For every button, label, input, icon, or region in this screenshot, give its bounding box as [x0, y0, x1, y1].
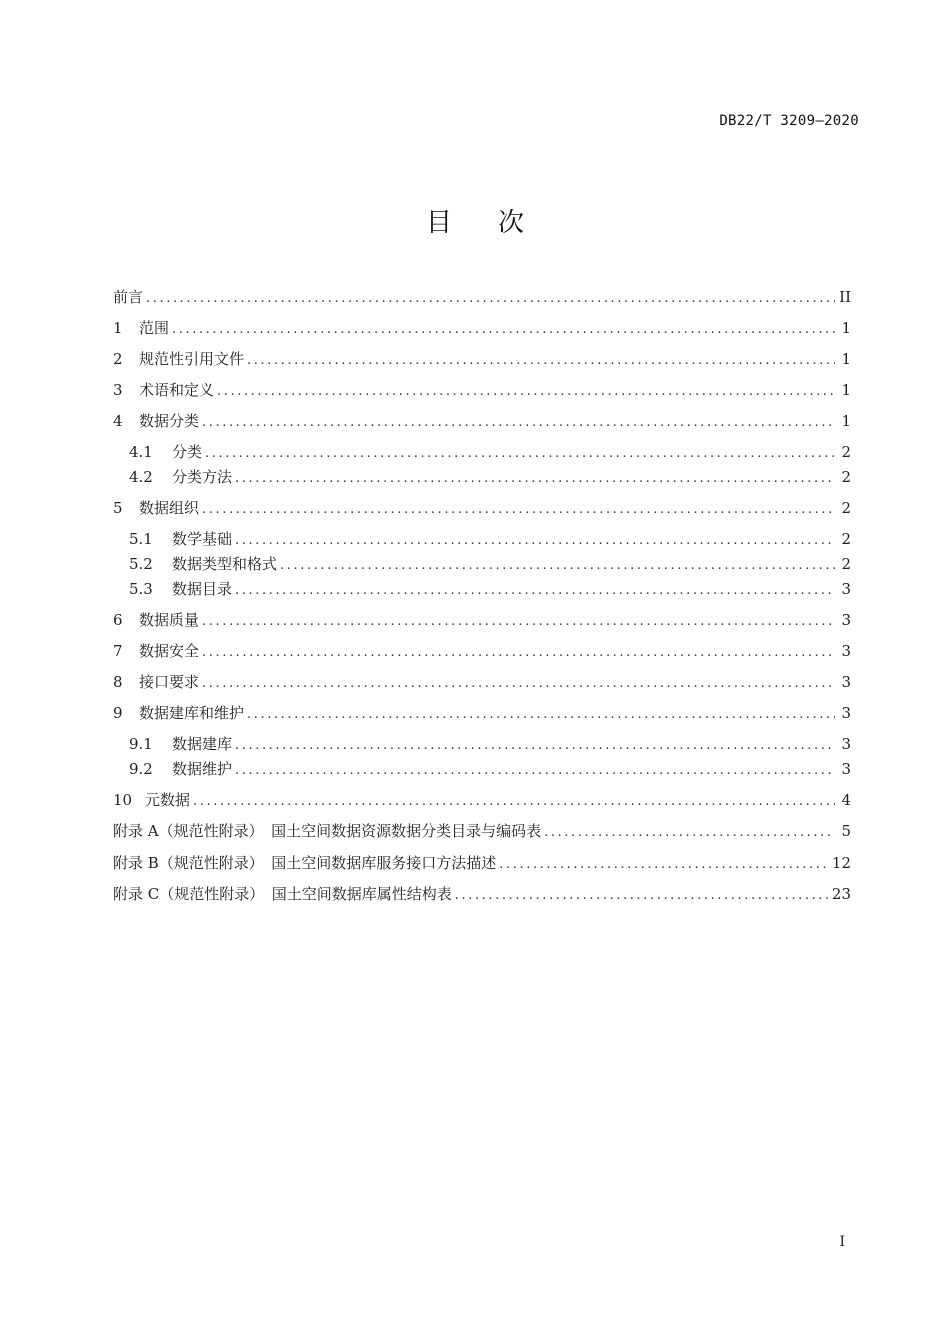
toc-entry[interactable] — [113, 609, 851, 631]
toc-entry-label: 数据类型和格式 — [172, 555, 278, 573]
toc-leader-dots — [205, 443, 835, 465]
toc-entry[interactable] — [113, 348, 851, 370]
toc-entry[interactable] — [113, 410, 851, 432]
toc-entry-label: 数学基础 — [172, 530, 233, 548]
toc-entry[interactable] — [113, 671, 851, 693]
toc-entry-label: 附录 C（规范性附录） 国土空间数据库属性结构表 — [113, 885, 452, 903]
toc-entry-page: 3 — [841, 642, 851, 660]
toc-entry[interactable] — [113, 317, 851, 339]
toc-entry-page: 2 — [841, 468, 851, 486]
toc-leader-dots — [247, 350, 835, 372]
toc-entry-page: 1 — [841, 412, 851, 430]
toc-entry-number: 4.1 — [129, 443, 153, 461]
toc-entry-label: 术语和定义 — [139, 381, 215, 399]
toc-entry-label: 范围 — [139, 319, 170, 337]
toc-leader-dots — [235, 580, 835, 602]
toc-entry-number: 4 — [113, 412, 123, 430]
toc-entry-label: 分类 — [172, 443, 203, 461]
toc-leader-dots — [235, 530, 835, 552]
toc-entry-page: 12 — [831, 854, 851, 872]
toc-entry-page: 3 — [841, 673, 851, 691]
toc-entry-label: 数据组织 — [139, 499, 200, 517]
toc-entry-label: 数据建库和维护 — [139, 704, 245, 722]
toc-entry-label: 附录 A（规范性附录） 国土空间数据资源数据分类目录与编码表 — [113, 822, 542, 840]
standard-code: DB22/T 3209—2020 — [719, 113, 859, 129]
toc-entry-number: 8 — [113, 673, 123, 691]
toc-leader-dots — [193, 791, 835, 813]
toc-leader-dots — [235, 735, 835, 757]
toc-entry[interactable] — [113, 883, 851, 905]
toc-leader-dots — [146, 288, 835, 310]
toc-entry-page: II — [839, 288, 851, 306]
toc-leader-dots — [202, 412, 835, 434]
toc-entry-page: 2 — [841, 443, 851, 461]
toc-entry-number: 6 — [113, 611, 123, 629]
toc-entry-page: 1 — [841, 381, 851, 399]
toc-entry-page: 3 — [841, 704, 851, 722]
toc-entry-label: 数据维护 — [172, 760, 233, 778]
toc-leader-dots — [235, 760, 835, 782]
toc-entry[interactable] — [113, 789, 851, 811]
toc-entry-page: 2 — [841, 530, 851, 548]
toc-entry-number: 3 — [113, 381, 123, 399]
toc-entry-label: 数据质量 — [139, 611, 200, 629]
toc-entry-number: 10 — [113, 791, 133, 809]
toc-entry[interactable] — [113, 286, 851, 308]
toc-leader-dots — [455, 885, 828, 907]
page-title: 目次 — [425, 208, 570, 238]
toc-leader-dots — [280, 555, 835, 577]
toc-entry-page: 3 — [841, 580, 851, 598]
table-of-contents — [113, 0, 851, 1344]
toc-entry[interactable] — [113, 578, 851, 600]
toc-leader-dots — [247, 704, 835, 726]
toc-entry-page: 23 — [831, 885, 851, 903]
toc-entry-number: 9.1 — [129, 735, 153, 753]
toc-leader-dots — [544, 822, 835, 844]
toc-entry-page: 3 — [841, 760, 851, 778]
page-number: I — [839, 1234, 845, 1250]
toc-entry-number: 5 — [113, 499, 123, 517]
toc-entry[interactable] — [113, 441, 851, 463]
toc-entry[interactable] — [113, 497, 851, 519]
toc-entry-number: 5.1 — [129, 530, 153, 548]
toc-entry[interactable] — [113, 553, 851, 575]
toc-entry-page: 2 — [841, 555, 851, 573]
toc-entry[interactable] — [113, 758, 851, 780]
toc-entry-page: 1 — [841, 350, 851, 368]
toc-entry-page: 1 — [841, 319, 851, 337]
toc-entry-number: 9 — [113, 704, 123, 722]
toc-entry-label: 元数据 — [145, 791, 191, 809]
toc-entry-number: 5.2 — [129, 555, 153, 573]
toc-entry-page: 3 — [841, 611, 851, 629]
toc-entry[interactable] — [113, 640, 851, 662]
toc-entry-number: 2 — [113, 350, 123, 368]
toc-entry[interactable] — [113, 466, 851, 488]
toc-entry[interactable] — [113, 733, 851, 755]
toc-leader-dots — [202, 611, 835, 633]
toc-entry-number: 5.3 — [129, 580, 153, 598]
toc-entry-number: 7 — [113, 642, 123, 660]
toc-entry-number: 9.2 — [129, 760, 153, 778]
toc-entry-label: 数据建库 — [172, 735, 233, 753]
toc-entry[interactable] — [113, 702, 851, 724]
toc-leader-dots — [202, 642, 835, 664]
toc-entry-label: 附录 B（规范性附录） 国土空间数据库服务接口方法描述 — [113, 854, 497, 872]
toc-entry-label: 数据目录 — [172, 580, 233, 598]
toc-leader-dots — [172, 319, 835, 341]
toc-entry-page: 5 — [841, 822, 851, 840]
toc-leader-dots — [499, 854, 828, 876]
toc-entry[interactable] — [113, 820, 851, 842]
toc-leader-dots — [202, 673, 835, 695]
toc-entry-page: 4 — [841, 791, 851, 809]
toc-leader-dots — [217, 381, 835, 403]
toc-leader-dots — [202, 499, 835, 521]
toc-entry-page: 2 — [841, 499, 851, 517]
toc-entry-page: 3 — [841, 735, 851, 753]
toc-entry[interactable] — [113, 852, 851, 874]
toc-entry-number: 4.2 — [129, 468, 153, 486]
toc-entry-label: 规范性引用文件 — [139, 350, 245, 368]
toc-entry-label: 前言 — [113, 288, 144, 306]
toc-entry[interactable] — [113, 528, 851, 550]
toc-entry-label: 数据安全 — [139, 642, 200, 660]
toc-entry[interactable] — [113, 379, 851, 401]
toc-entry-label: 数据分类 — [139, 412, 200, 430]
toc-leader-dots — [235, 468, 835, 490]
toc-entry-number: 1 — [113, 319, 123, 337]
toc-entry-label: 分类方法 — [172, 468, 233, 486]
toc-entry-label: 接口要求 — [139, 673, 200, 691]
